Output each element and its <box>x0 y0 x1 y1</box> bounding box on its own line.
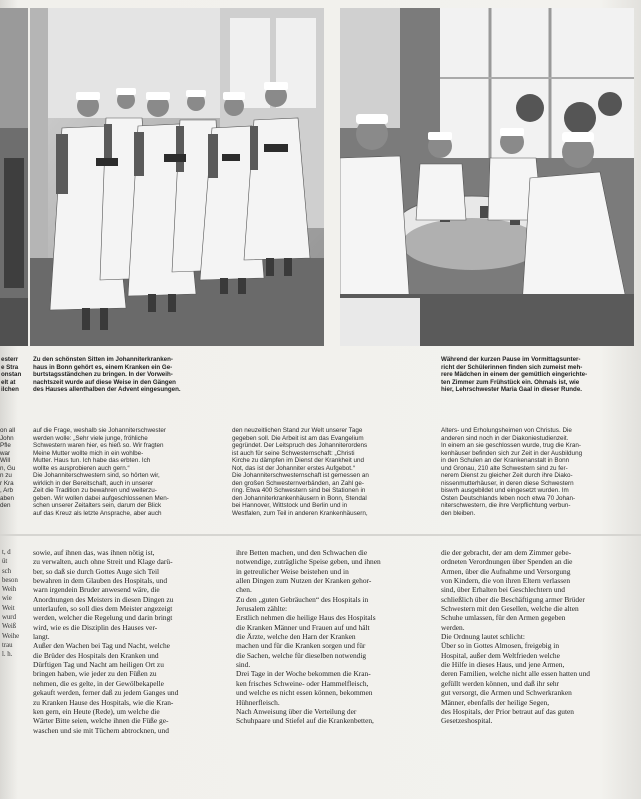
lower-left-edge-fragment: t, d üt sch beson Weih wie Weit wurd Weiß Weihe trau l. h. <box>2 549 20 659</box>
left-edge-text-fragment: on all John Pfle war Will n, Gu n zu r Kra , Arb aben den <box>0 427 16 509</box>
page-fold-shadow <box>0 534 641 536</box>
left-edge-caption-fragment: esterr e Stra onstan elt at ilchen <box>1 356 22 394</box>
lower-column-1: sowie, auf ihnen das, was ihnen nötig ist, zu verwalten, auch ohne Streit und Klage darü- ber, so daß sie durch Gottes Auge sich Teil bewahren in dem Glauben des Hospitals, und warn irgendein Bruder anwesend wäre, die Anordnungen des Meisters in diesen Dingen zu unterlaufen, so soll dies dem Meister angezeigt werden, welcher die Regelung und darin bringt wird, wie es die Disziplin des Hauses ver- langt. Außer den Wachen bei Tag und Nacht, welche die Brüder des Hospitals den Kranken und Dürftigen Tag und Nacht am heiligen Ort zu bringen haben, wie jeder zu den Füßen zu nehmen, die es gelte, in der Gewölbekapelle gekauft werden, ferner daß zu jedem Ganges und zu Kranken Hause des Hospitals, wie die Kran- ken gern, ein Heute (Rede), um welche die Wärter Bitte seien, welche ihnen die Füße ge- waschen und sie mit Tüchern abtrocknen, und <box>33 548 179 735</box>
lower-column-2: ihre Betten machen, und den Schwachen die notwendige, zuträgliche Speise geben, und ihnen in getreulicher Weise beistehen und in allen Dingen zum Nutzen der Kranken gehor- chen. Zu den „guten Gebräuchen“ des Hospitals in Jerusalem zählte: Erstlich nehmen die heilige Haus des Hospitals die Kranken Männer und Frauen auf und hält die Ärzte, welche den Harn der Kranken machen und für die Kranken sorgen und für die Sachen, welche für dieselben notwendig sind. Drei Tage in der Woche bekommen die Kran- ken frisches Schweine- oder Hammelfleisch, und welche es nicht essen können, bekommen Hühnerfleisch. Nach Anweisung über die Verteilung der Schuhpaare und Stiefel auf die Krankenbetten, <box>236 548 381 726</box>
lower-column-3: die der gebracht, der am dem Zimmer gebe- ordneten Verordnungen über Spenden an die Armen, über die Aufnahme und Versorgung von Kindern, die von ihren Eltern verlassen sind, über Erhalten bei Geschlechtern und schließlich über die Beschäftigung armer Brüder Schwestern mit den Gesellen, welche die alten Schuhe umlassen, für den Armen gegeben werden. Die Ordnung lautet schlicht: Über so in Gottes Almosen, freigebig in Hospital, außer dem Weltfrieden welche die Hilfe in dieses Haus, und jene Armen, deren Familien, welche nicht alle essen hatten und gefüllt werden können, und daß ihr sehr gut versorgt, die Armen und Schwerkranken Männer, ebenfalls der heilige Segen, des Hospitals, der Prior betraut auf das guten Gesetzeshospital. <box>441 548 590 726</box>
upper-column-2: den neuzeitlichen Stand zur Welt unserer Tage gegeben soll. Die Arbeit ist am das Evangelium gegründet. Der Leitspruch des Johanniterordens ist auch für seine Schwesternschaft: „Christi Kirche zu dämpfen im Dienst der Krankheit und Not, das ist der Johanniter erstes Aufgebot.“ Die Johanniterschwesternschaft ist gemessen an den großen Schwesternverbänden, an Zahl ge- ring. Etwa 400 Schwestern sind bei Stationen in den Johanniterkrankenhäusern in Bonn, Stendal bei Hannover, Wittstock und Berlin und in Westfalen, zum Teil in anderen Krankenhäusern, <box>232 427 369 517</box>
upper-column-3: Alters- und Erholungsheimen von Christus. Die anderen sind noch in der Diakoniestudienzeit. In einem an sie geschlossen wurde, trug die Kran- kenhäuser befinden sich zur Zeit in der Ausbildung in den Schulen an der Krankenanstalt in Bonn und Gronau, 210 alte Schwestern sind zu fer- nerem Dienst zu gleicher Zeit durch ihre Diako- nissenmutterhäuser, in deren diese Schwestern biswrh ausgebildet und eingesetzt wurden. Im Osten Deutschlands leben noch etwa 70 Johan- niterschwestern, die ihre Verpflichtung verbun- den bleiben. <box>441 427 583 517</box>
caption-left-photo: Zu den schönsten Sitten im Johanniterkranken- haus in Bonn gehört es, einem Kranken ein Ge- burtstagsständchen zu bringen. In der Vorweih- nachtszeit wurde auf diese Weise in den Gängen des Hauses allenthalben der Advent eingesungen. <box>33 356 181 394</box>
upper-column-1: auf die Frage, weshalb sie Johanniterschwester werden wolle: „Sehr viele junge, fröhliche Schwestern waren hier, es hieß so. Wir fragten Meine Mutter wollte mich in ein wohlbe- Mutter. Haus tun. Ich habe das erbten. Ich wollte es ausprobieren auch gern.“ Die Johanniterschwestern sind, so hörten wir, wirklich in der Bereitschaft, auch in unserer Zeit die Tradition zu bewahren und weiterzu- geben. Wir wollen dabei aufgeschlossenen Men- schen unserer Zeitalters sein, darum der Blick auf das Kreuz als letzte Ansprache, aber auch <box>33 427 169 517</box>
photo-nurses-singing <box>30 8 324 346</box>
photo-breakfast-room <box>340 8 634 346</box>
left-edge-photo-strip <box>0 8 28 346</box>
caption-right-photo: Während der kurzen Pause im Vormittagsunter- richt der Schülerinnen finden sich zumeist meh- rere Mädchen in einem der gemütlich eingerichte- ten Zimmer zum Frühstück ein. Ohmals ist, wie hier, Lehrschwester Maria Gaal in dieser Runde. <box>441 356 588 394</box>
